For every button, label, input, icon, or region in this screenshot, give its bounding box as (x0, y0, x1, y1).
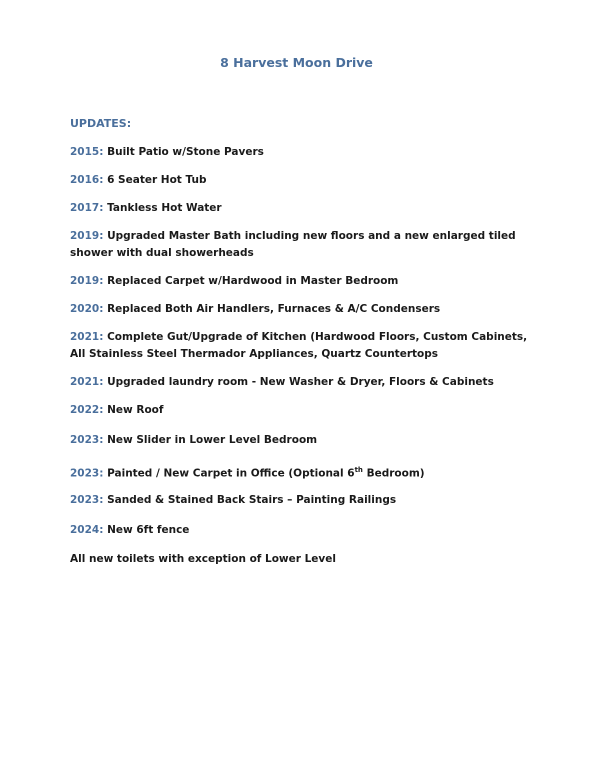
update-entry-2021-kitchen (70, 329, 530, 363)
entry-year: 2015: (70, 146, 104, 158)
entry-year: 2023: (70, 434, 104, 446)
entry-year: 2023: (70, 494, 104, 506)
entry-year: 2022: (70, 404, 104, 416)
entry-text: Replaced Carpet w/Hardwood in Master Bedroom (103, 275, 399, 287)
update-entry-2020 (70, 301, 530, 318)
entry-text: New 6ft fence (103, 524, 190, 536)
update-entry-2023-slider (70, 432, 530, 449)
update-entry-2019-bath (70, 228, 530, 262)
entry-text: Upgraded Master Bath including new floors and a new enlarged tiled shower with dual showerheads (70, 230, 516, 259)
entry-year: 2019: (70, 230, 104, 242)
entry-text: 6 Seater Hot Tub (103, 174, 207, 186)
entry-text: Replaced Both Air Handlers, Furnaces & A/C Condensers (103, 303, 441, 315)
entry-text: Built Patio w/Stone Pavers (103, 146, 264, 158)
document-title: 8 Harvest Moon Drive (220, 55, 373, 70)
updates-heading: UPDATES: (70, 117, 132, 130)
entry-text-after: Bedroom) (362, 467, 425, 480)
entry-text: Painted / New Carpet in Office (Optional 6 (103, 467, 355, 480)
update-entry-2015 (70, 144, 530, 161)
update-entry-2019-carpet (70, 273, 530, 290)
update-entry-2023-stairs (70, 492, 530, 509)
entry-text: New Slider in Lower Level Bedroom (103, 434, 318, 446)
update-entry-2016 (70, 172, 530, 189)
entry-year: 2020: (70, 303, 104, 315)
entry-text: Upgraded laundry room - New Washer & Dryer, Floors & Cabinets (103, 376, 494, 388)
entry-year: 2021: (70, 376, 104, 388)
update-entry-2021-laundry (70, 374, 530, 391)
entry-year: 2019: (70, 275, 104, 287)
entry-text: Complete Gut/Upgrade of Kitchen (Hardwood Floors, Custom Cabinets, All Stainless Steel Thermador Appliances, Quartz Countertops (70, 331, 528, 360)
entry-year: 2017: (70, 202, 104, 214)
ordinal-suffix: th (354, 466, 363, 474)
entry-text: Tankless Hot Water (103, 202, 222, 214)
entry-year: 2016: (70, 174, 104, 186)
entry-year: 2021: (70, 331, 104, 343)
update-entry-2024 (70, 522, 530, 539)
update-entry-2017 (70, 200, 530, 217)
closing-note: All new toilets with exception of Lower Level (70, 553, 336, 565)
entry-year: 2024: (70, 524, 104, 536)
update-entry-2023-office (70, 462, 530, 483)
entry-text: Sanded & Stained Back Stairs – Painting Railings (103, 494, 397, 506)
update-entry-2022 (70, 402, 530, 419)
entry-year: 2023: (70, 467, 104, 480)
entry-text: New Roof (103, 404, 164, 416)
